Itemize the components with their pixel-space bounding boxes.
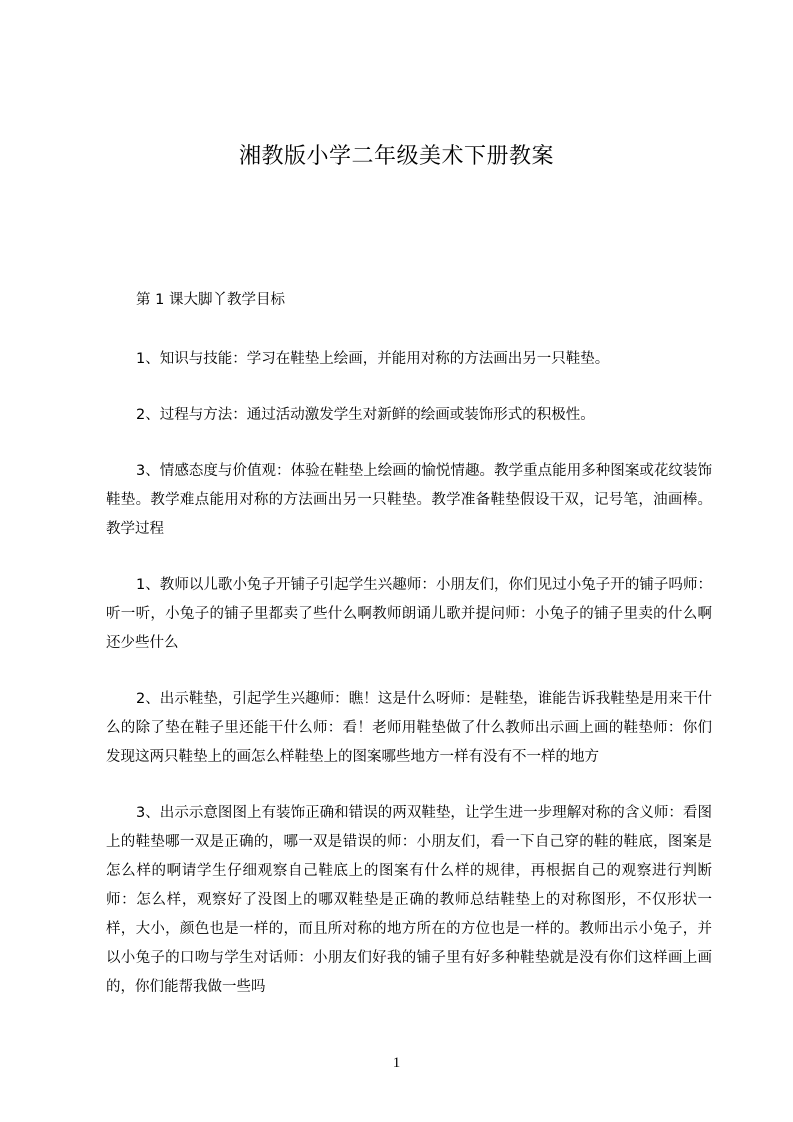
- paragraph-step-2: 2、出示鞋垫，引起学生兴趣师：瞧！这是什么呀师：是鞋垫，谁能告诉我鞋垫是用来干什么的除了垫在鞋子里还能干什么师：看！老师用鞋垫做了什么教师出示画上画的鞋垫师：你们发现这两只鞋垫上的画怎么样鞋垫上的图案哪些地方一样有没有不一样的地方: [106, 691, 712, 765]
- document-title: 湘教版小学二年级美术下册教案: [238, 144, 554, 169]
- paragraph-objective-process: 2、过程与方法：通过活动激发学生对新鲜的绘画或装饰形式的积极性。: [136, 407, 595, 423]
- page-number: 1: [392, 1055, 401, 1071]
- document-body: [106, 286, 712, 1029]
- lesson-heading: 第 1 课大脚丫教学目标: [136, 292, 285, 308]
- paragraph-objective-knowledge: 1、知识与技能：学习在鞋垫上绘画，并能用对称的方法画出另一只鞋垫。: [136, 351, 610, 367]
- paragraph-objective-attitude: 3、情感态度与价值观：体验在鞋垫上绘画的愉悦情趣。教学重点能用多种图案或花纹装饰鞋垫。教学难点能用对称的方法画出另一只鞋垫。教学准备鞋垫假设干双，记号笔，油画棒。教学过程: [106, 463, 712, 537]
- paragraph-step-1: 1、教师以儿歌小兔子开铺子引起学生兴趣师：小朋友们，你们见过小兔子开的铺子吗师：听一听，小兔子的铺子里都卖了些什么啊教师朗诵儿歌并提问师：小兔子的铺子里卖的什么啊还少些什么: [106, 577, 712, 651]
- paragraph-step-3: 3、出示示意图图上有装饰正确和错误的两双鞋垫，让学生进一步理解对称的含义师：看图上的鞋垫哪一双是正确的，哪一双是错误的师：小朋友们，看一下自己穿的鞋的鞋底，图案是怎么样的啊请学生仔细观察自己鞋底上的图案有什么样的规律，再根据自己的观察进行判断师：怎么样，观察好了没图上的哪双鞋垫是正确的教师总结鞋垫上的对称图形，不仅形状一样，大小，颜色也是一样的，而且所对称的地方所在的方位也是一样的。教师出示小兔子，并以小兔子的口吻与学生对话师：小朋友们好我的铺子里有好多种鞋垫就是没有你们这样画上画的，你们能帮我做一些吗: [106, 805, 712, 995]
